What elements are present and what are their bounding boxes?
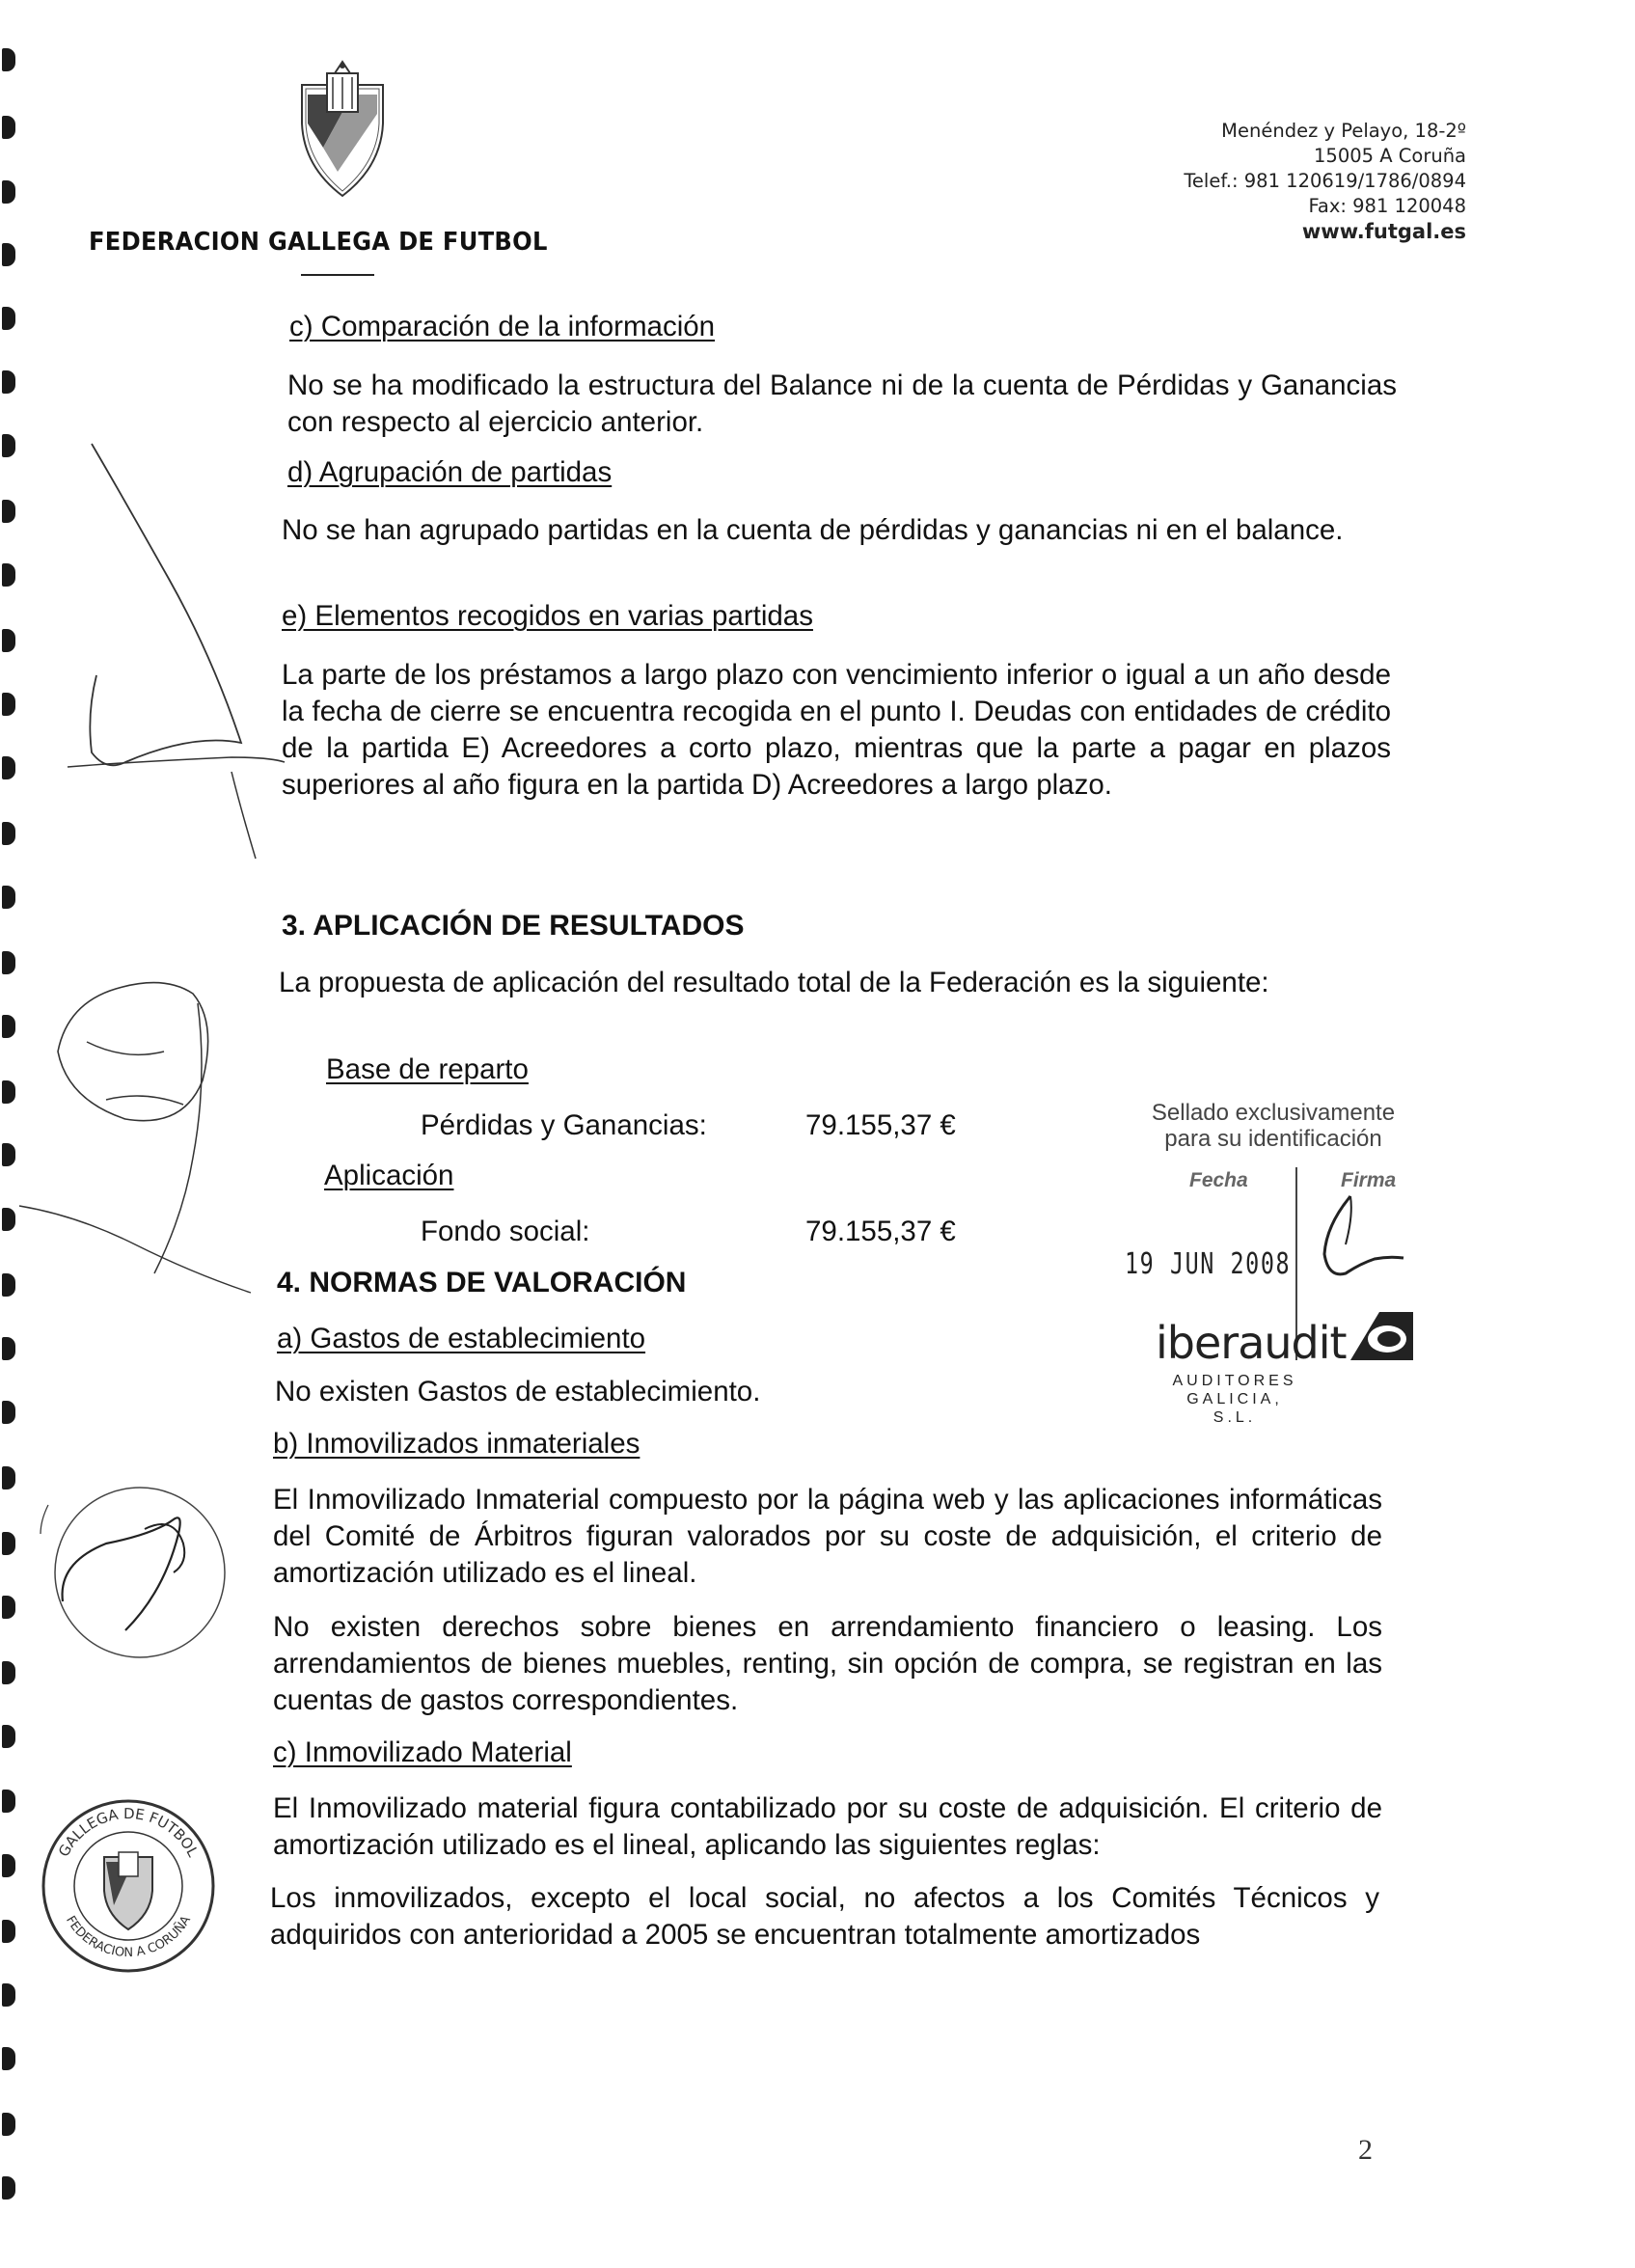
stamp-brand-sub2: GALICIA, S.L. <box>1186 1391 1283 1426</box>
stamp-fecha-label: Fecha <box>1189 1169 1248 1191</box>
margin-signatures <box>0 424 289 1534</box>
iberaudit-logo-icon <box>1341 1302 1418 1370</box>
auditor-signature <box>1307 1187 1413 1293</box>
seal-text-top: GALLEGA DE FUTBOL <box>54 1804 203 1860</box>
heading-elementos: e) Elementos recogidos en varias partidas <box>282 600 813 632</box>
label-aplicacion: Aplicación <box>324 1160 454 1191</box>
fax: Fax: 981 120048 <box>1308 195 1466 217</box>
heading-comparacion: c) Comparación de la información <box>289 311 716 342</box>
label-fondo-social: Fondo social: <box>421 1216 590 1247</box>
federation-name: FEDERACION GALLEGA DE FUTBOL <box>89 228 548 257</box>
stamp-brand-sub <box>1167 1372 1302 1427</box>
stamp-line1: Sellado exclusivamente <box>1151 1100 1396 1126</box>
contact-block <box>1184 119 1466 244</box>
heading-gastos-establecimiento: a) Gastos de establecimiento <box>277 1323 646 1354</box>
header-rule <box>301 274 374 276</box>
website-link[interactable]: www.futgal.es <box>1301 220 1466 243</box>
heading-inmovilizado-material: c) Inmovilizado Material <box>273 1736 572 1768</box>
federation-shield-logo <box>294 56 391 201</box>
stamp-date: 19 JUN 2008 <box>1125 1247 1292 1281</box>
body-agrupacion: No se han agrupado partidas en la cuenta de pérdidas y ganancias ni en el balance. <box>282 514 1344 546</box>
margin-circle-signature <box>39 1476 232 1669</box>
stamp-line2: para su identificación <box>1164 1126 1382 1152</box>
value-perdidas-ganancias: 79.155,37 € <box>805 1109 956 1141</box>
heading-normas-valoracion: 4. NORMAS DE VALORACIÓN <box>277 1267 687 1298</box>
body-inmovilizado-material-1: El Inmovilizado material figura contabilizado por su coste de adquisición. El criterio de amortización utilizado es el lineal, aplicando las siguientes reglas: <box>273 1792 1382 1861</box>
heading-inmovilizados-inmateriales: b) Inmovilizados inmateriales <box>273 1428 640 1460</box>
body-inmovilizado-material-2: Los inmovilizados, excepto el local social, no afectos a los Comités Técnicos y adquiridos con anterioridad a 2005 se encuentran totalmente amortizados <box>270 1882 1379 1951</box>
value-fondo-social: 79.155,37 € <box>805 1216 956 1247</box>
heading-aplicacion-resultados: 3. APLICACIÓN DE RESULTADOS <box>282 910 745 942</box>
stamp-brand-sub1: AUDITORES <box>1172 1373 1297 1389</box>
address-line2: 15005 A Coruña <box>1314 145 1466 167</box>
intro-aplicacion: La propuesta de aplicación del resultado total de la Federación es la siguiente: <box>279 967 1269 998</box>
stamp-brand: iberaudit <box>1156 1317 1347 1369</box>
body-inmovilizados-inmateriales-1: El Inmovilizado Inmaterial compuesto por la página web y las aplicaciones informáticas del Comité de Árbitros figuran valorados por su coste de adquisición, el criterio de amortización utilizado es el lineal. <box>273 1484 1382 1589</box>
page-number: 2 <box>1358 2134 1373 2166</box>
stamp-firma-label: Firma <box>1341 1169 1397 1191</box>
body-inmovilizados-inmateriales-2: No existen derechos sobre bienes en arrendamiento financiero o leasing. Los arrendamientos de bienes muebles, renting, sin opción de compra, se registran en las cuentas de gastos correspondientes. <box>273 1611 1382 1716</box>
body-comparacion: No se ha modificado la estructura del Balance ni de la cuenta de Pérdidas y Ganancias con respecto al ejercicio anterior. <box>287 369 1397 438</box>
heading-agrupacion: d) Agrupación de partidas <box>287 456 613 488</box>
audit-stamp <box>1109 1100 1437 1426</box>
address-line1: Menéndez y Pelayo, 18-2º <box>1221 120 1466 142</box>
body-gastos-establecimiento: No existen Gastos de establecimiento. <box>275 1376 761 1407</box>
label-base-reparto: Base de reparto <box>326 1053 529 1085</box>
label-perdidas-ganancias: Pérdidas y Ganancias: <box>421 1109 707 1141</box>
phone: Telef.: 981 120619/1786/0894 <box>1184 170 1466 192</box>
seal-text-bottom: FEDERACION A CORUÑA <box>63 1913 194 1961</box>
body-elementos: La parte de los préstamos a largo plazo con vencimiento inferior o igual a un año desde la fecha de cierre se encuentra recogida en el punto I. Deudas con entidades de crédito de la partida E) Acreedores a corto plazo, mientras que la parte a pagar en plazos superiores al año figura en la partida D) Acreedores a largo plazo. <box>282 659 1391 801</box>
federation-round-seal <box>37 1794 220 1978</box>
